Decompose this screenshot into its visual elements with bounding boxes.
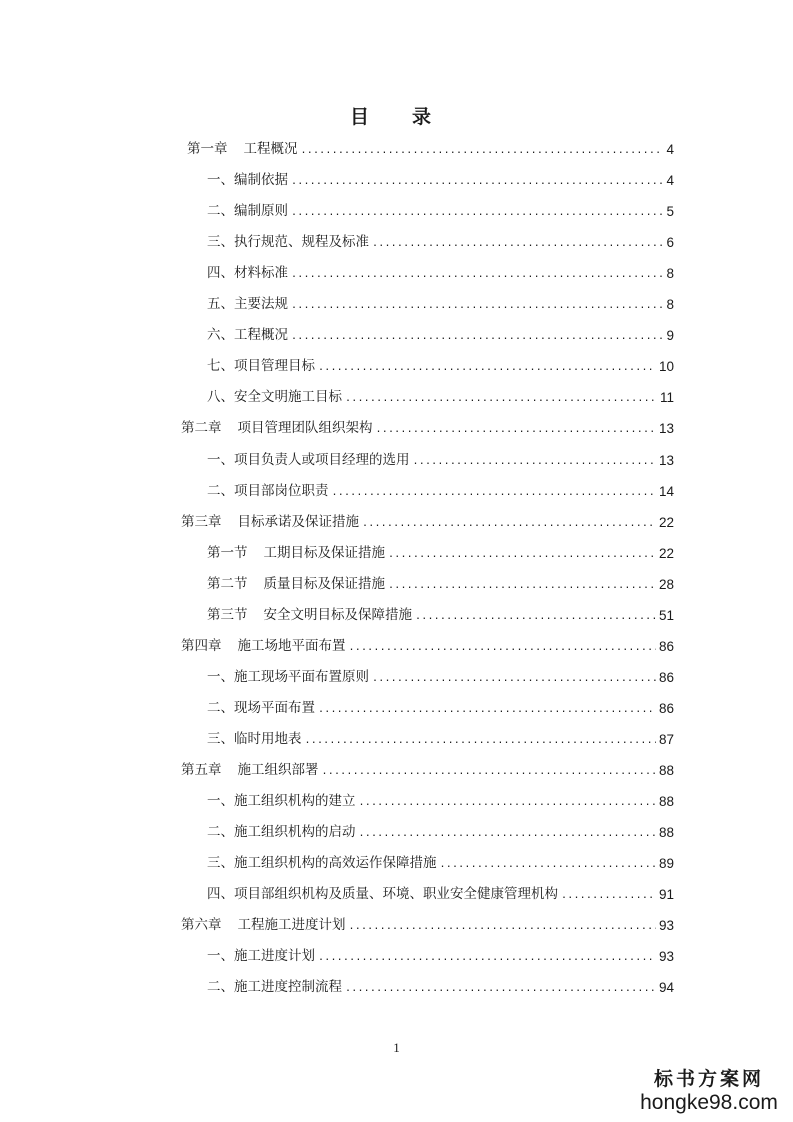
toc-entry-text: 编制原则 <box>234 203 288 220</box>
toc-entry-prefix: 第三节 <box>207 606 248 623</box>
toc-entry-label <box>207 848 437 879</box>
toc-entry-page: 86 <box>658 700 674 716</box>
toc-entry-prefix: 第一章 <box>187 141 228 157</box>
toc-entry <box>181 413 674 444</box>
toc-entry-label <box>207 165 288 196</box>
toc-entry-page: 89 <box>658 856 674 872</box>
toc-entry <box>207 600 674 631</box>
toc-entry-text: 工期目标及保证措施 <box>263 544 385 561</box>
toc-entry-label <box>207 972 342 1003</box>
toc-entry <box>207 476 674 507</box>
toc-entry-label <box>207 351 315 382</box>
toc-entry-label <box>207 786 356 817</box>
toc-dot-leader <box>388 539 656 570</box>
toc-dot-leader <box>291 321 663 352</box>
toc-entry-page: 4 <box>666 142 674 157</box>
toc-entry-prefix: 第四章 <box>181 637 222 654</box>
toc-entry-page: 9 <box>666 328 674 344</box>
toc-entry-prefix: 五、 <box>207 296 234 313</box>
toc-dot-leader <box>345 973 656 1004</box>
toc-entry-label <box>207 227 369 258</box>
toc-entry-prefix: 第一节 <box>207 544 248 561</box>
toc-entry-label <box>207 600 412 631</box>
toc-dot-leader <box>291 259 663 290</box>
toc-dot-leader <box>318 352 656 383</box>
toc-dot-leader <box>372 228 663 259</box>
toc-entry-text: 现场平面布置 <box>234 699 315 716</box>
toc-entry-page: 93 <box>658 949 674 965</box>
watermark-logo <box>639 1068 779 1116</box>
toc-entry-prefix: 二、 <box>207 699 234 716</box>
toc-entry-text: 项目管理团队组织架构 <box>237 420 373 437</box>
toc-dot-leader <box>413 446 656 477</box>
toc-entry-prefix: 第二章 <box>181 420 222 437</box>
toc-dot-leader <box>291 290 663 321</box>
toc-entry-page: 86 <box>658 638 674 654</box>
toc-entry-page: 86 <box>658 669 674 685</box>
toc-entry-label <box>207 569 385 600</box>
toc-dot-leader <box>305 725 656 756</box>
toc-dot-leader <box>349 632 656 663</box>
toc-entry-prefix: 一、 <box>207 451 234 468</box>
toc-dot-leader <box>362 508 656 539</box>
toc-entry-label <box>187 134 298 165</box>
toc-dot-leader <box>318 694 656 725</box>
toc-entry-page: 51 <box>658 607 674 623</box>
toc-entry-text: 工程概况 <box>243 141 298 157</box>
toc-entry-text: 安全文明施工目标 <box>234 389 342 406</box>
toc-entry-page: 13 <box>658 421 674 437</box>
toc-entry-prefix: 第六章 <box>181 917 222 934</box>
toc-entry-page: 14 <box>658 483 674 499</box>
toc-entry-label <box>181 910 346 941</box>
toc-entry-text: 工程施工进度计划 <box>237 917 346 934</box>
toc-entry-page: 88 <box>658 825 674 841</box>
toc-entry <box>207 693 674 724</box>
watermark-url: hongke98.com <box>640 1091 778 1114</box>
toc-entry-text: 材料标准 <box>234 265 288 282</box>
toc-entry-page: 6 <box>666 235 674 251</box>
toc-dot-leader <box>388 570 656 601</box>
toc-entry-prefix: 七、 <box>207 358 234 375</box>
toc-entry <box>181 755 674 786</box>
toc-entry <box>207 879 674 910</box>
toc-entry <box>207 724 674 755</box>
toc-entry <box>207 196 674 227</box>
toc-entry-text: 质量目标及保证措施 <box>263 575 385 592</box>
toc-dot-leader <box>376 414 656 445</box>
toc-entry-label <box>207 879 558 910</box>
toc-entry-text: 施工组织部署 <box>237 762 319 778</box>
toc-entry-label <box>181 631 346 662</box>
toc-entry-label <box>207 445 410 476</box>
toc-dot-leader <box>332 477 656 508</box>
toc-entry-page: 28 <box>658 576 674 592</box>
toc-entry <box>207 569 674 600</box>
toc-entry <box>187 134 674 165</box>
toc-entry <box>207 320 674 351</box>
toc-entry-text: 安全文明目标及保障措施 <box>263 606 412 623</box>
toc-entry-prefix: 四、 <box>207 886 234 903</box>
toc-entry-label <box>207 693 315 724</box>
toc-title: 目 录 <box>349 106 443 128</box>
toc-entry-prefix: 三、 <box>207 730 234 747</box>
toc-dot-leader <box>349 911 656 942</box>
toc-dot-leader <box>372 663 656 694</box>
toc-entry-text: 项目负责人或项目经理的选用 <box>234 451 410 468</box>
toc-entry <box>181 910 674 941</box>
watermark-chinese: 标书方案网 <box>653 1068 764 1090</box>
toc-dot-leader <box>345 383 657 414</box>
toc-entry-page: 8 <box>666 297 674 313</box>
toc-entry-prefix: 三、 <box>207 234 234 251</box>
toc-dot-leader <box>291 166 663 197</box>
toc-entry <box>207 848 674 879</box>
toc-entry <box>207 289 674 320</box>
toc-entry-page: 87 <box>658 731 674 747</box>
toc-entry-page: 22 <box>658 545 674 561</box>
toc-dot-leader <box>301 135 664 166</box>
toc-entry-label <box>207 941 315 972</box>
toc-entry-text: 施工场地平面布置 <box>237 637 346 654</box>
toc-entry-prefix: 一、 <box>207 668 234 685</box>
toc-entry-prefix: 二、 <box>207 824 234 841</box>
toc-dot-leader <box>440 849 656 880</box>
toc-entry <box>207 445 674 476</box>
toc-entry-prefix: 第五章 <box>181 762 222 778</box>
toc-entry-text: 执行规范、规程及标准 <box>234 234 369 251</box>
toc-entry-page: 22 <box>658 514 674 530</box>
toc-entry-text: 施工组织机构的启动 <box>234 824 356 841</box>
toc-entry-label <box>207 320 288 351</box>
toc-entry-page: 93 <box>658 918 674 934</box>
toc-entry-page: 88 <box>658 794 674 810</box>
toc-entry-prefix: 二、 <box>207 203 234 220</box>
toc-entry-page: 10 <box>658 359 674 375</box>
toc-entry-prefix: 一、 <box>207 172 234 189</box>
toc-entry-prefix: 二、 <box>207 482 234 499</box>
toc-entry <box>207 941 674 972</box>
toc-entry-prefix: 三、 <box>207 855 234 872</box>
toc-entry <box>207 662 674 693</box>
toc-dot-leader <box>359 787 656 818</box>
toc-entry <box>207 817 674 848</box>
toc-entry-label <box>207 382 342 413</box>
toc-entry <box>181 631 674 662</box>
toc-entry <box>207 165 674 196</box>
toc-entry-label <box>181 507 359 538</box>
toc-entry-text: 编制依据 <box>234 172 288 189</box>
toc-entry <box>207 972 674 1003</box>
toc-entry-label <box>207 662 369 693</box>
toc-entry <box>207 258 674 289</box>
toc-entry-text: 主要法规 <box>234 296 288 313</box>
toc-entry-page: 94 <box>658 980 674 996</box>
toc-entry-prefix: 八、 <box>207 389 234 406</box>
toc-entry <box>207 538 674 569</box>
toc-entry-text: 施工进度计划 <box>234 948 315 965</box>
toc-dot-leader <box>415 601 656 632</box>
toc-entry-label <box>207 724 302 755</box>
toc-entry-page: 13 <box>658 452 674 468</box>
toc-entry-text: 施工进度控制流程 <box>234 979 342 996</box>
toc-entry <box>207 382 674 413</box>
toc-entry-text: 项目部岗位职责 <box>234 482 329 499</box>
toc-entry <box>207 227 674 258</box>
toc-entry-text: 目标承诺及保证措施 <box>237 513 359 530</box>
page-number: 1 <box>393 1040 400 1055</box>
toc-entry-text: 施工现场平面布置原则 <box>234 668 369 685</box>
toc-entry-text: 工程概况 <box>234 327 288 344</box>
toc-entry-page: 4 <box>666 173 674 189</box>
toc-entry-page: 88 <box>658 763 674 778</box>
toc-entry <box>207 351 674 382</box>
toc-entry <box>207 786 674 817</box>
toc-dot-leader <box>561 880 656 911</box>
toc-entry-label <box>181 413 373 444</box>
toc-entry-prefix: 一、 <box>207 793 234 810</box>
toc-entry-label <box>207 817 356 848</box>
toc-entry-text: 临时用地表 <box>234 730 302 747</box>
toc-entry-prefix: 第二节 <box>207 575 248 592</box>
toc-entry-label <box>207 289 288 320</box>
toc-entry-text: 项目部组织机构及质量、环境、职业安全健康管理机构 <box>234 886 558 903</box>
toc-entry-label <box>207 476 329 507</box>
toc-entry-prefix: 六、 <box>207 327 234 344</box>
toc-entry-label <box>181 755 319 786</box>
toc-entry-prefix: 二、 <box>207 979 234 996</box>
toc-entry-page: 8 <box>666 266 674 282</box>
toc-entry-page: 5 <box>666 204 674 220</box>
toc-entry-prefix: 一、 <box>207 948 234 965</box>
toc-dot-leader <box>359 818 656 849</box>
toc-dot-leader <box>291 197 663 228</box>
toc-entry-text: 项目管理目标 <box>234 358 315 375</box>
toc-entry-text: 施工组织机构的建立 <box>234 793 356 810</box>
toc-dot-leader <box>322 756 656 787</box>
toc-dot-leader <box>318 942 656 973</box>
toc-entry-label <box>207 258 288 289</box>
toc-entry-prefix: 四、 <box>207 265 234 282</box>
toc-entry-page: 91 <box>658 887 674 903</box>
toc-entry-label <box>207 196 288 227</box>
toc-entry <box>181 507 674 538</box>
toc-entry-prefix: 第三章 <box>181 513 222 530</box>
toc-entry-label <box>207 538 385 569</box>
toc-entry-text: 施工组织机构的高效运作保障措施 <box>234 855 437 872</box>
toc-entry-page: 11 <box>659 390 674 406</box>
